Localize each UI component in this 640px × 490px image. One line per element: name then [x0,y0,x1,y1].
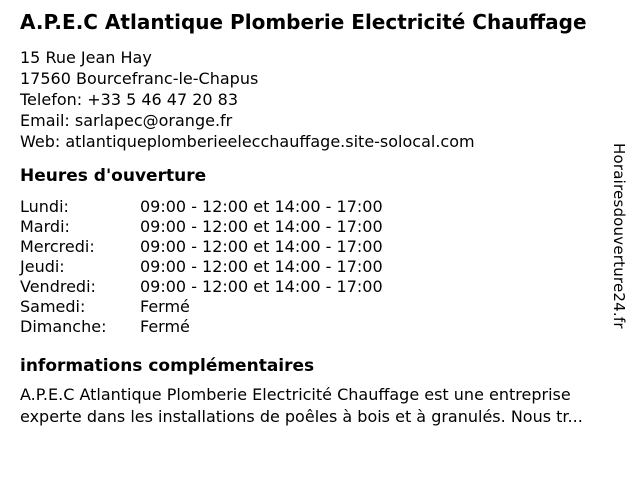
additional-info-heading: informations complémentaires [20,356,315,376]
business-listing-page [0,10,640,490]
day-label: Mardi: [20,217,70,236]
hours-row-tuesday [20,217,640,237]
day-label: Jeudi: [20,257,65,276]
address-street-line: 15 Rue Jean Hay [20,48,152,67]
hours-row-monday [20,197,640,217]
website-line: Web: atlantiqueplomberieelecchauffage.site-solocal.com [20,132,475,151]
email-line: Email: sarlapec@orange.fr [20,111,233,130]
hours-row-friday [20,277,640,297]
hours-row-thursday [20,257,640,277]
day-hours: 09:00 - 12:00 et 14:00 - 17:00 [140,277,383,296]
day-label: Vendredi: [20,277,96,296]
hours-row-saturday [20,297,640,317]
day-hours: 09:00 - 12:00 et 14:00 - 17:00 [140,257,383,276]
business-name-title: A.P.E.C Atlantique Plomberie Electricité Chauffage [20,10,587,34]
phone-line: Telefon: +33 5 46 47 20 83 [20,90,239,109]
day-label: Dimanche: [20,317,107,336]
day-hours: 09:00 - 12:00 et 14:00 - 17:00 [140,217,383,236]
site-watermark: Horairesdouverture24.fr [610,143,628,329]
address-city-line: 17560 Bourcefranc-le-Chapus [20,69,259,88]
day-label: Lundi: [20,197,69,216]
day-hours: Fermé [140,297,190,316]
day-hours: 09:00 - 12:00 et 14:00 - 17:00 [140,237,383,256]
day-label: Mercredi: [20,237,95,256]
opening-hours-table [20,197,640,337]
day-hours: 09:00 - 12:00 et 14:00 - 17:00 [140,197,383,216]
day-label: Samedi: [20,297,86,316]
hours-row-wednesday [20,237,640,257]
day-hours: Fermé [140,317,190,336]
contact-block [20,47,640,152]
opening-hours-heading: Heures d'ouverture [20,166,207,186]
hours-row-sunday [20,317,640,337]
business-description-text: A.P.E.C Atlantique Plomberie Electricité Chauffage est une entreprise experte dans les installations de poêles à bois et à granulés. Nous tr... [20,385,583,426]
